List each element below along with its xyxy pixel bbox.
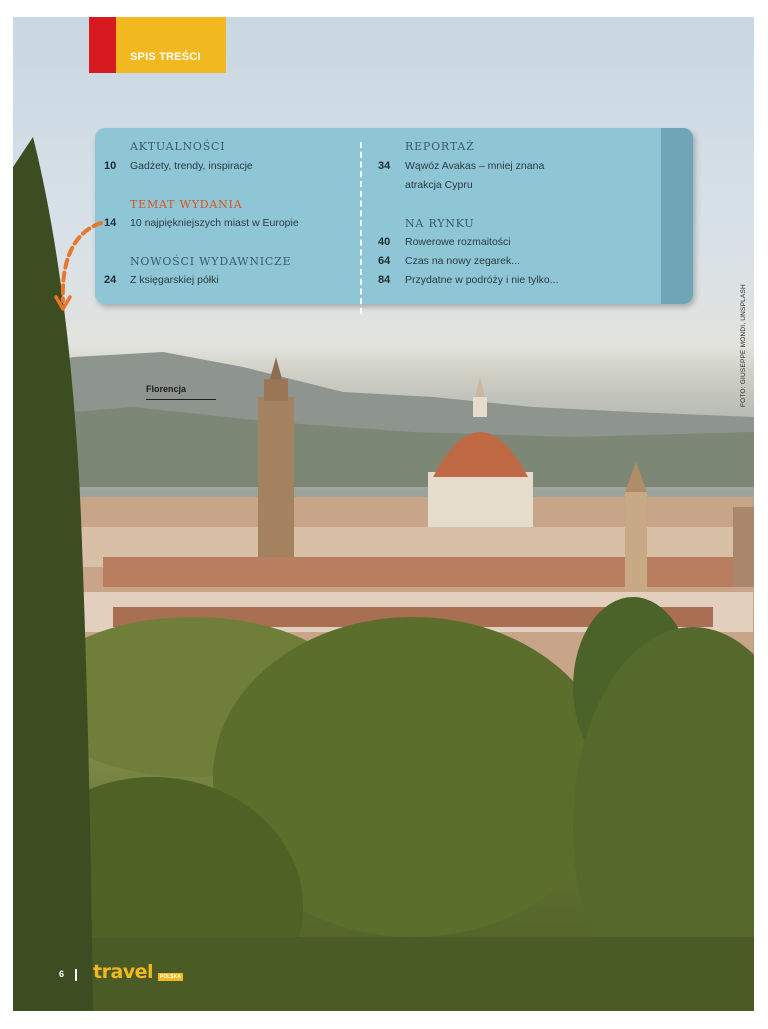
toc-section-title: TEMAT WYDANIA — [130, 198, 243, 211]
toc-entry-title[interactable]: Z księgarskiej półki — [130, 274, 219, 286]
toc-page-number[interactable]: 34 — [378, 160, 391, 172]
toc-entry-title[interactable]: Gadżety, trendy, inspiracje — [130, 160, 253, 172]
toc-page-number[interactable]: 10 — [104, 160, 117, 172]
photo-credit — [740, 267, 750, 407]
trees-foreground — [13, 577, 754, 1011]
logo-badge: POLSKA — [160, 974, 181, 980]
photo-caption: Florencja — [146, 384, 187, 394]
toc-page-number[interactable]: 24 — [104, 274, 117, 286]
header-tab-yellow — [116, 17, 226, 73]
magazine-page — [13, 17, 754, 1011]
toc-entry-title[interactable]: Przydatne w podróży i nie tylko... — [405, 274, 559, 286]
page-number: 6 — [59, 969, 65, 979]
caption-underline — [146, 399, 216, 400]
toc-entry-title[interactable]: Rowerowe rozmaitości — [405, 236, 511, 248]
toc-page-number[interactable]: 40 — [378, 236, 391, 248]
toc-page-number[interactable]: 14 — [104, 217, 117, 229]
toc-page-number[interactable]: 64 — [378, 255, 391, 267]
photo-credit-text: FOTO: GIUSEPPE MONDI, UNSPLASH — [740, 284, 747, 407]
dashed-arrow-icon — [51, 217, 111, 317]
toc-section-title: NOWOŚCI WYDAWNICZE — [130, 255, 292, 268]
toc-divider — [360, 142, 362, 314]
header-tab-red — [89, 17, 116, 73]
toc-section-title: NA RYNKU — [405, 217, 475, 230]
travel-logo: travel — [93, 961, 154, 983]
header-tab-label: SPIS TREŚCI — [130, 51, 201, 63]
toc-entry-title[interactable]: 10 najpiękniejszych miast w Europie — [130, 217, 299, 229]
toc-side-strip — [661, 128, 693, 304]
footer-separator — [75, 969, 77, 981]
table-of-contents — [95, 128, 693, 304]
toc-section-title: REPORTAŻ — [405, 140, 475, 153]
toc-entry-title-continued[interactable]: atrakcja Cypru — [405, 179, 473, 191]
toc-entry-title[interactable]: Czas na nowy zegarek... — [405, 255, 520, 267]
toc-section-title: AKTUALNOŚCI — [130, 140, 226, 153]
toc-entry-title[interactable]: Wąwóz Avakas – mniej znana — [405, 160, 545, 172]
toc-page-number[interactable]: 84 — [378, 274, 391, 286]
